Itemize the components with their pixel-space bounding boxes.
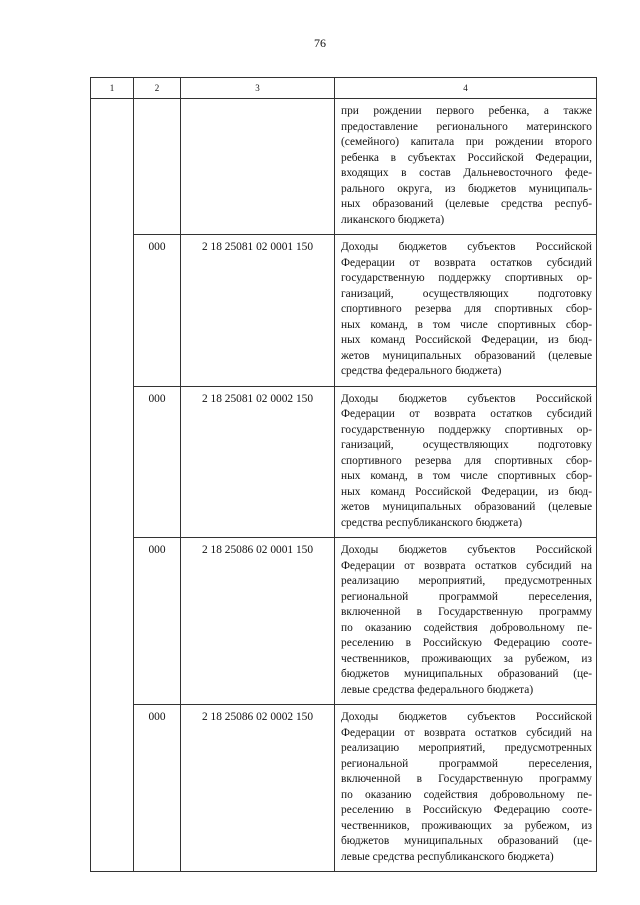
description-line: включенной в Государственную программу (341, 773, 592, 785)
admin-code-cell: 000 (134, 235, 181, 387)
description-line: ных команд, в том числе спортивных сбор- (341, 470, 592, 482)
description-line: жетов муниципальных образований (целевые (341, 349, 592, 362)
description-line: включенной в Государственную программу (341, 606, 592, 618)
description-line: Федерации от возврата остатков субсидий на (341, 726, 592, 739)
description-line: Доходы бюджетов субъектов Российской (341, 711, 592, 723)
description-line: левые средства федерального бюджета) (341, 683, 534, 696)
admin-code-cell: 000 (134, 705, 181, 872)
header-col-1: 1 (91, 78, 134, 99)
table-row (91, 386, 597, 538)
admin-code-cell: 000 (134, 386, 181, 538)
description-line: ребенка в субъектах Российской Федерации, (341, 151, 592, 164)
description-line: Доходы бюджетов субъектов Российской (341, 544, 592, 556)
description-line: ликанского бюджета) (341, 213, 445, 226)
table-row (91, 99, 597, 235)
description-line: ных команд Российской Федерации, из бюд- (341, 485, 592, 498)
description-line: средства федерального бюджета) (341, 365, 502, 377)
header-col-3: 3 (181, 78, 335, 99)
budget-code-cell (181, 99, 335, 235)
description-line: государственную поддержку спортивных ор- (341, 272, 592, 284)
budget-code-cell: 2 18 25081 02 0001 150 (181, 235, 335, 387)
table-row (91, 235, 597, 387)
description-cell (335, 538, 597, 705)
column-1-cell (91, 99, 134, 872)
description-line: реселению в Российскую Федерацию сооте- (341, 637, 592, 649)
description-line: ных команд Российской Федерации, из бюд- (341, 334, 592, 346)
description-cell (335, 705, 597, 872)
table-row (91, 705, 597, 872)
description-cell (335, 386, 597, 538)
budget-code-table (90, 77, 597, 872)
description-line: ганизаций, осуществляющих подготовку (341, 287, 592, 300)
description-line: рального округа, из бюджетов муниципаль- (341, 182, 592, 195)
description-line: Доходы бюджетов субъектов Российской (341, 241, 592, 253)
description-line: реселению в Российскую Федерацию сооте- (341, 804, 592, 816)
page-number: 76 (314, 36, 326, 50)
budget-code-cell: 2 18 25081 02 0002 150 (181, 386, 335, 538)
description-line: ных команд, в том числе спортивных сбор- (341, 318, 592, 331)
budget-code-cell: 2 18 25086 02 0001 150 (181, 538, 335, 705)
description-cell (335, 99, 597, 235)
description-line: Федерации от возврата остатков субсидий (341, 256, 592, 269)
header-row (91, 78, 597, 99)
description-line: по оказанию содействия добровольному пе- (341, 621, 592, 634)
header-col-4: 4 (335, 78, 597, 99)
description-line: реализацию мероприятий, предусмотренных (341, 575, 592, 587)
description-line: Доходы бюджетов субъектов Российской (341, 392, 592, 405)
description-line: региональной программой переселения, (341, 590, 592, 603)
description-line: региональной программой переселения, (341, 757, 592, 770)
description-line: Федерации от возврата остатков субсидий на (341, 559, 592, 572)
description-line: бюджетов муниципальных образований (це- (341, 835, 592, 847)
description-cell (335, 235, 597, 387)
description-line: ганизаций, осуществляющих подготовку (341, 439, 592, 451)
description-line: жетов муниципальных образований (целевые (341, 501, 592, 513)
budget-code-cell: 2 18 25086 02 0002 150 (181, 705, 335, 872)
admin-code-cell (134, 99, 181, 235)
header-col-2: 2 (134, 78, 181, 99)
description-line: предоставление регионального материнского (341, 120, 592, 133)
description-line: (семейного) капитала при рождении второго (341, 136, 592, 148)
table-row (91, 538, 597, 705)
description-line: государственную поддержку спортивных ор- (341, 423, 592, 436)
description-line: Федерации от возврата остатков субсидий (341, 408, 592, 420)
description-line: при рождении первого ребенка, а также (341, 105, 592, 117)
description-line: по оказанию содействия добровольному пе- (341, 788, 592, 801)
description-line: средства республиканского бюджета) (341, 516, 523, 529)
description-line: спортивного резерва для спортивных сбор- (341, 303, 592, 315)
description-line: входящих в состав Дальневосточного феде- (341, 167, 592, 179)
description-line: левые средства республиканского бюджета) (341, 850, 554, 863)
description-line: чественников, проживающих за рубежом, из (341, 819, 592, 832)
description-line: ных образований (целевые средства респуб- (341, 198, 592, 210)
admin-code-cell: 000 (134, 538, 181, 705)
description-line: бюджетов муниципальных образований (це- (341, 668, 592, 680)
description-line: реализацию мероприятий, предусмотренных (341, 742, 592, 754)
description-line: спортивного резерва для спортивных сбор- (341, 454, 592, 467)
description-line: чественников, проживающих за рубежом, из (341, 652, 592, 665)
